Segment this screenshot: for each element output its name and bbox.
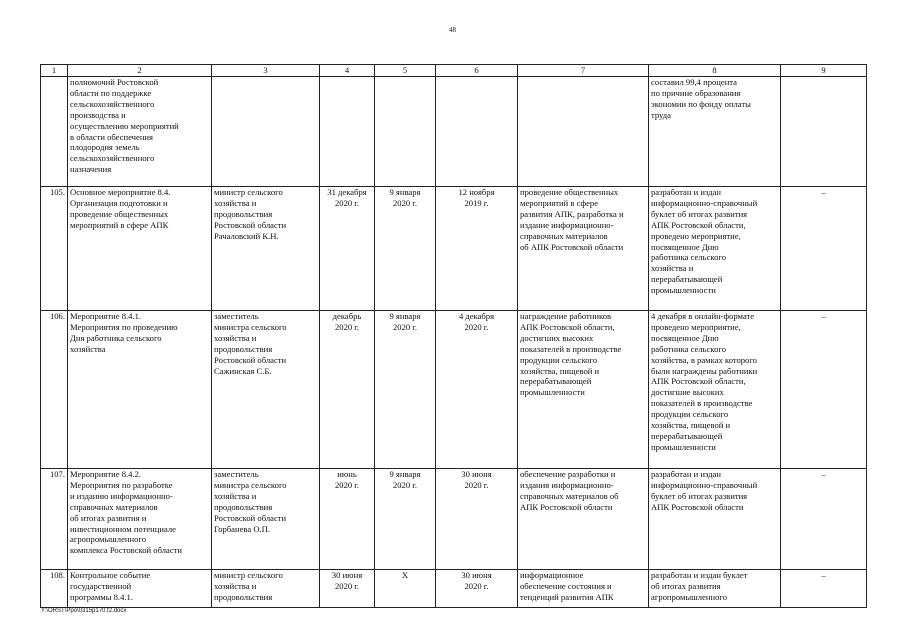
deviation-cell: –	[781, 311, 867, 469]
column-number: 2	[68, 65, 212, 77]
planned-date: декабрь 2020 г.	[320, 311, 375, 469]
actual-result: разработан и издан информационно-справочный буклет об итогах развития АПК Ростовской области, проведено мероприятие, посвященное Дню работника сельского хозяйства и перерабатывающей промышленности	[649, 187, 781, 311]
planned-result: проведение общественных мероприятий в сфере развития АПК, разработка и издание информационно- справочных материалов об АПК Ростовской области	[518, 187, 649, 311]
deviation-cell	[781, 77, 867, 187]
column-number: 3	[212, 65, 320, 77]
document-file-path: Y:\ORST\Ppo\0315p170.f2.docx	[41, 608, 127, 614]
planned-result: награждение работников АПК Ростовской области, достигших высоких показателей в производстве продукции сельского хозяйства, пищевой и перерабатывающей промышленности	[518, 311, 649, 469]
planned-date	[320, 77, 375, 187]
report-table	[40, 64, 867, 608]
column-number: 6	[436, 65, 518, 77]
event-name: Мероприятие 8.4.1. Мероприятия по проведению Дня работника сельского хозяйства	[68, 311, 212, 469]
actual-date: 30 июня 2020 г.	[436, 469, 518, 570]
column-number: 8	[649, 65, 781, 77]
deviation-cell: –	[781, 187, 867, 311]
row-number: 107.	[41, 469, 68, 570]
responsible-person: заместитель министра сельского хозяйства и продовольствия Ростовской области Сажинская С.Б.	[212, 311, 320, 469]
start-date: 9 января 2020 г.	[375, 469, 436, 570]
column-number: 5	[375, 65, 436, 77]
event-name: Мероприятие 8.4.2. Мероприятия по разработке и изданию информационно- справочных материалов об итогах развития и инвестиционном потенциале агропромышленного комплекса Ростовской области	[68, 469, 212, 570]
planned-date: июнь 2020 г.	[320, 469, 375, 570]
deviation-cell: –	[781, 570, 867, 608]
actual-result: 4 декабря в онлайн-формате проведено мероприятие, посвященное Дню работника сельского хозяйства, в рамках которого были награждены работники АПК Ростовской области, достигшие высоких показателей в производстве продукции сельского хозяйства, пищевой и перерабатывающей промышленности	[649, 311, 781, 469]
table-row	[41, 311, 867, 469]
row-number	[41, 77, 68, 187]
table-row	[41, 570, 867, 608]
responsible-person: министр сельского хозяйства и продовольствия	[212, 570, 320, 608]
column-number: 7	[518, 65, 649, 77]
table-row	[41, 469, 867, 570]
page-number: 48	[449, 26, 456, 34]
start-date	[375, 77, 436, 187]
event-name: Основное мероприятие 8.4. Организация подготовки и проведение общественных мероприятий в сфере АПК	[68, 187, 212, 311]
table-row	[41, 77, 867, 187]
row-number: 106.	[41, 311, 68, 469]
row-number: 105.	[41, 187, 68, 311]
column-number-row	[41, 65, 867, 77]
actual-date: 12 ноября 2019 г.	[436, 187, 518, 311]
actual-date: 4 декабря 2020 г.	[436, 311, 518, 469]
event-name: Контрольное событие государственной программы 8.4.1.	[68, 570, 212, 608]
start-date: Х	[375, 570, 436, 608]
actual-result: разработан и издан информационно-справочный буклет об итогах развития АПК Ростовской области	[649, 469, 781, 570]
start-date: 9 января 2020 г.	[375, 311, 436, 469]
planned-date: 31 декабря 2020 г.	[320, 187, 375, 311]
planned-date: 30 июня 2020 г.	[320, 570, 375, 608]
column-number: 4	[320, 65, 375, 77]
actual-date	[436, 77, 518, 187]
actual-date: 30 июня 2020 г.	[436, 570, 518, 608]
responsible-person	[212, 77, 320, 187]
responsible-person: министр сельского хозяйства и продовольствия Ростовской области Рачаловский К.Н.	[212, 187, 320, 311]
event-name: полномочий Ростовской области по поддержке сельскохозяйственного производства и осуществлению мероприятий в области обеспечения плодородия земель сельскохозяйственного назначения	[68, 77, 212, 187]
responsible-person: заместитель министра сельского хозяйства и продовольствия Ростовской области Горбанева О.П.	[212, 469, 320, 570]
actual-result: составил 99,4 процента по причине образования экономии по фонду оплаты труда	[649, 77, 781, 187]
column-number: 1	[41, 65, 68, 77]
table-row	[41, 187, 867, 311]
row-number: 108.	[41, 570, 68, 608]
column-number: 9	[781, 65, 867, 77]
planned-result	[518, 77, 649, 187]
planned-result: обеспечение разработки и издания информационно- справочных материалов об АПК Ростовской области	[518, 469, 649, 570]
deviation-cell: –	[781, 469, 867, 570]
actual-result: разработан и издан буклет об итогах развития агропромышленного	[649, 570, 781, 608]
start-date: 9 января 2020 г.	[375, 187, 436, 311]
planned-result: информационное обеспечение состояния и тенденций развития АПК	[518, 570, 649, 608]
